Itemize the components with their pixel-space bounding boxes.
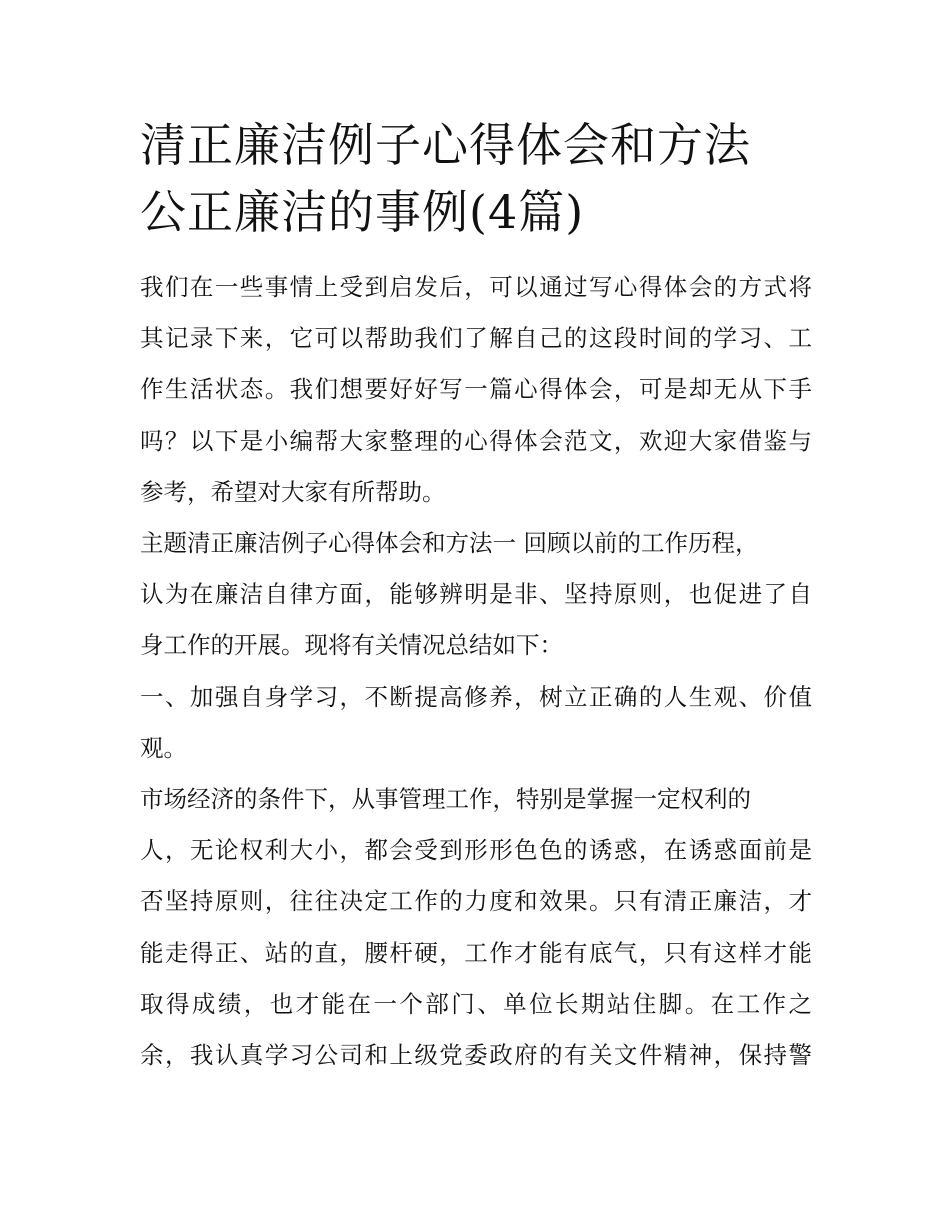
title-line: 公正廉洁的事例(4篇) bbox=[140, 185, 585, 239]
text-line: 身工作的开展。现将有关情况总结如下： bbox=[140, 631, 563, 660]
text-line: 吗？以下是小编帮大家整理的心得体会范文，欢迎大家借鉴与 bbox=[140, 426, 812, 455]
text-line: 一、加强自身学习，不断提高修养，树立正确的人生观、价值 bbox=[140, 682, 812, 711]
text-line: 取得成绩，也才能在一个部门、单位长期站住脚。在工作之 bbox=[140, 989, 812, 1018]
text-line: 我们在一些事情上受到启发后，可以通过写心得体会的方式将 bbox=[140, 273, 812, 301]
point-one-heading bbox=[140, 672, 812, 774]
text-line: 否坚持原则，往往决定工作的力度和效果。只有清正廉洁，才 bbox=[140, 887, 812, 916]
section-one-intro-paragraph bbox=[140, 518, 812, 672]
text-line: 余，我认真学习公司和上级党委政府的有关文件精神，保持警 bbox=[140, 1041, 812, 1070]
document-page bbox=[140, 112, 812, 1081]
text-line: 认为在廉洁自律方面，能够辨明是非、坚持原则，也促进了自 bbox=[140, 580, 812, 609]
text-line: 主题清正廉洁例子心得体会和方法一 回顾以前的工作历程， bbox=[140, 529, 759, 558]
text-line: 其记录下来，它可以帮助我们了解自己的这段时间的学习、工 bbox=[140, 324, 812, 353]
text-line: 参考，希望对大家有所帮助。 bbox=[140, 477, 446, 506]
text-line: 作生活状态。我们想要好好写一篇心得体会，可是却无从下手 bbox=[140, 375, 812, 404]
intro-paragraph bbox=[140, 262, 812, 518]
text-line: 观。 bbox=[140, 733, 187, 762]
text-line: 能走得正、站的直，腰杆硬，工作才能有底气，只有这样才能 bbox=[140, 938, 812, 967]
text-line: 市场经济的条件下，从事管理工作，特别是掌握一定权利的 bbox=[140, 785, 751, 814]
body-paragraph bbox=[140, 774, 812, 1081]
title-line: 清正廉洁例子心得体会和方法 bbox=[140, 118, 751, 172]
text-line: 人，无论权利大小，都会受到形形色色的诱惑，在诱惑面前是 bbox=[140, 836, 812, 865]
document-title bbox=[140, 112, 812, 246]
